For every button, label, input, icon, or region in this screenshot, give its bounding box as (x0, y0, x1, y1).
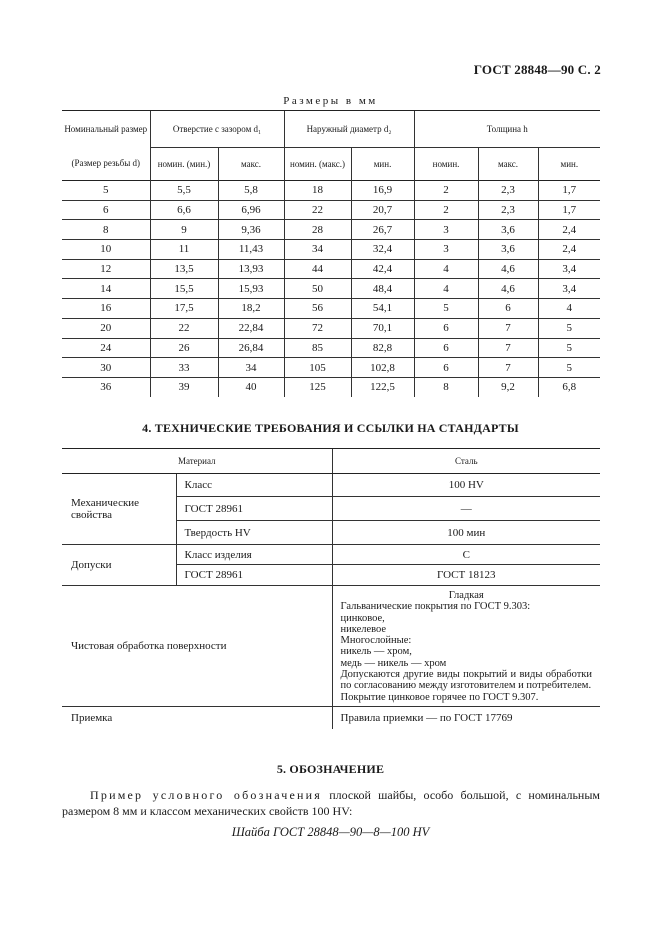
table-cell: 13,5 (150, 259, 218, 279)
table-row (62, 299, 600, 319)
designation-example: Шайба ГОСТ 28848—90—8—100 HV (231, 825, 430, 839)
table-cell: 20,7 (351, 200, 414, 220)
table-cell: 26 (150, 338, 218, 358)
table-cell: 8 (62, 220, 150, 240)
table-cell: 7 (478, 358, 538, 378)
table-cell: 18,2 (218, 299, 284, 319)
units-caption: Размеры в мм (283, 95, 378, 107)
finish-line: Многослойные: (340, 635, 412, 647)
table-cell: 32,4 (351, 240, 414, 260)
table-cell: 10 (62, 240, 150, 260)
table-cell: 20 (62, 318, 150, 338)
table-cell: 2 (414, 200, 478, 220)
table-cell: 4 (538, 299, 600, 319)
table-cell: 122,5 (351, 377, 414, 396)
section5-title: 5. ОБОЗНАЧЕНИЕ (276, 762, 385, 776)
tol-label: Допуски (62, 545, 176, 586)
table-cell: 6 (62, 200, 150, 220)
table-cell: 50 (284, 279, 351, 299)
table-cell: 26,7 (351, 220, 414, 240)
table-cell: 85 (284, 338, 351, 358)
header-outer-nom: номин. (макс.) (284, 148, 351, 181)
table-cell: 105 (284, 358, 351, 378)
example-spaced-text: Пример условного обозначения (90, 788, 322, 802)
table-cell: 5 (62, 181, 150, 201)
mech-value-class: 100 HV (332, 474, 600, 497)
table-cell: 5 (538, 358, 600, 378)
table-cell: 3,4 (538, 259, 600, 279)
finish-line: Гладкая (448, 590, 484, 601)
requirements-table (62, 448, 600, 729)
section4-title: 4. ТЕХНИЧЕСКИЕ ТРЕБОВАНИЯ И ССЫЛКИ НА СТАНДАРТЫ (142, 421, 519, 435)
table-cell: 3,6 (478, 240, 538, 260)
table-cell: 34 (284, 240, 351, 260)
table-cell: 82,8 (351, 338, 414, 358)
table-cell: 11,43 (218, 240, 284, 260)
table-cell: 2,3 (478, 200, 538, 220)
table-cell: 34 (218, 358, 284, 378)
table-cell: 102,8 (351, 358, 414, 378)
table-cell: 6 (414, 338, 478, 358)
mech-param-hardness: Твердость HV (176, 521, 332, 545)
table-row (62, 279, 600, 299)
table-row (62, 240, 600, 260)
table-row (62, 259, 600, 279)
header-th-nom: номин. (414, 148, 478, 181)
table-cell: 9 (150, 220, 218, 240)
mech-value-hardness: 100 мин (332, 521, 600, 545)
table-cell: 125 (284, 377, 351, 396)
table-cell: 48,4 (351, 279, 414, 299)
table-cell: 3 (414, 240, 478, 260)
finish-line: медь — никель — хром (340, 657, 447, 669)
table-row (62, 377, 600, 396)
table-cell: 2,3 (478, 181, 538, 201)
header-hole-nom: номин. (мин.) (150, 148, 218, 181)
table-cell: 24 (62, 338, 150, 358)
table-cell: 3 (414, 220, 478, 240)
table-cell: 40 (218, 377, 284, 396)
table-cell: 12 (62, 259, 150, 279)
table-cell: 16 (62, 299, 150, 319)
table-cell: 7 (478, 338, 538, 358)
table-cell: 3,6 (478, 220, 538, 240)
table-cell: 54,1 (351, 299, 414, 319)
finish-line: никелевое (340, 623, 387, 635)
header-hole-max: макс. (218, 148, 284, 181)
table-cell: 15,5 (150, 279, 218, 299)
example-text: плоской шайбы, особо большой, с номинальным размером 8 мм и классом механических свойств 100 HV: (62, 788, 600, 818)
table-cell: 6,6 (150, 200, 218, 220)
tol-value-gost: ГОСТ 18123 (332, 565, 600, 586)
table-cell: 30 (62, 358, 150, 378)
finish-cell (332, 586, 600, 707)
table-cell: 16,9 (351, 181, 414, 201)
table-cell: 3,4 (538, 279, 600, 299)
table-cell: 42,4 (351, 259, 414, 279)
table-cell: 7 (478, 318, 538, 338)
header-th-min: мин. (538, 148, 600, 181)
table-cell: 13,93 (218, 259, 284, 279)
table-cell: 11 (150, 240, 218, 260)
table-row (62, 220, 600, 240)
table-cell: 4 (414, 259, 478, 279)
table-cell: 26,84 (218, 338, 284, 358)
table-cell: 5 (538, 338, 600, 358)
table-cell: 1,7 (538, 200, 600, 220)
table-row (62, 338, 600, 358)
table-row (62, 318, 600, 338)
header-thickness: Толщина h (414, 111, 600, 148)
table-cell: 22 (284, 200, 351, 220)
table-cell: 28 (284, 220, 351, 240)
header-outer: Наружный диаметр d₂ (284, 111, 414, 148)
table-cell: 9,36 (218, 220, 284, 240)
table-cell: 17,5 (150, 299, 218, 319)
accept-label: Приемка (62, 706, 332, 729)
table-cell: 56 (284, 299, 351, 319)
table-cell: 15,93 (218, 279, 284, 299)
table-row (62, 358, 600, 378)
table-row (62, 200, 600, 220)
table-cell: 6 (478, 299, 538, 319)
mech-param-gost: ГОСТ 28961 (176, 497, 332, 521)
table-cell: 5 (538, 318, 600, 338)
table-cell: 18 (284, 181, 351, 201)
header-steel: Сталь (332, 449, 600, 474)
example-paragraph (62, 787, 600, 819)
header-hole: Отверстие с зазором d₁ (150, 111, 284, 148)
table-cell: 22,84 (218, 318, 284, 338)
finish-label: Чистовая обработка поверхности (62, 586, 332, 707)
header-th-max: макс. (478, 148, 538, 181)
table-row (62, 181, 600, 201)
mech-param-class: Класс (176, 474, 332, 497)
tol-value-class: C (332, 545, 600, 565)
table-cell: 6,8 (538, 377, 600, 396)
header-thread: (Размер резьбы d) (71, 158, 140, 169)
table-cell: 2 (414, 181, 478, 201)
table-cell: 36 (100, 381, 112, 394)
header-nominal: Номинальный размер (62, 111, 150, 148)
table-cell: 22 (150, 318, 218, 338)
table-cell: 4 (414, 279, 478, 299)
page-header: ГОСТ 28848—90 С. 2 (473, 62, 601, 77)
table-cell: 5,8 (218, 181, 284, 201)
sizes-table (62, 110, 600, 397)
finish-line: Гальванические покрытия по ГОСТ 9.303: (340, 601, 531, 613)
table-cell: 5,5 (150, 181, 218, 201)
table-cell: 4,6 (478, 259, 538, 279)
table-cell: 6,96 (218, 200, 284, 220)
table-cell: 1,7 (538, 181, 600, 201)
table-cell: 2,4 (538, 240, 600, 260)
table-cell: 9,2 (478, 377, 538, 396)
finish-line: Допускаются другие виды покрытий и виды обработки по согласованию между изготовителем и потребителем. (340, 669, 593, 692)
mech-value-gost: — (332, 497, 600, 521)
table-cell: 5 (414, 299, 478, 319)
table-cell: 70,1 (351, 318, 414, 338)
table-cell: 6 (414, 358, 478, 378)
table-cell: 4,6 (478, 279, 538, 299)
finish-line: никель — хром, (340, 646, 412, 658)
table-cell: 14 (62, 279, 150, 299)
accept-value: Правила приемки — по ГОСТ 17769 (332, 706, 600, 729)
table-cell: 39 (150, 377, 218, 396)
table-cell: 44 (284, 259, 351, 279)
header-material: Материал (62, 449, 332, 474)
tol-param-gost: ГОСТ 28961 (176, 565, 332, 586)
table-cell: 33 (150, 358, 218, 378)
table-cell: 72 (284, 318, 351, 338)
header-outer-min: мин. (351, 148, 414, 181)
mech-label: Механические свойства (71, 497, 140, 521)
table-cell: 8 (414, 377, 478, 396)
table-cell: 6 (414, 318, 478, 338)
table-cell: 2,4 (538, 220, 600, 240)
tol-param-class: Класс изделия (176, 545, 332, 565)
finish-line: Покрытие цинковое горячее по ГОСТ 9.307. (340, 691, 539, 703)
finish-line: цинковое, (340, 612, 385, 624)
